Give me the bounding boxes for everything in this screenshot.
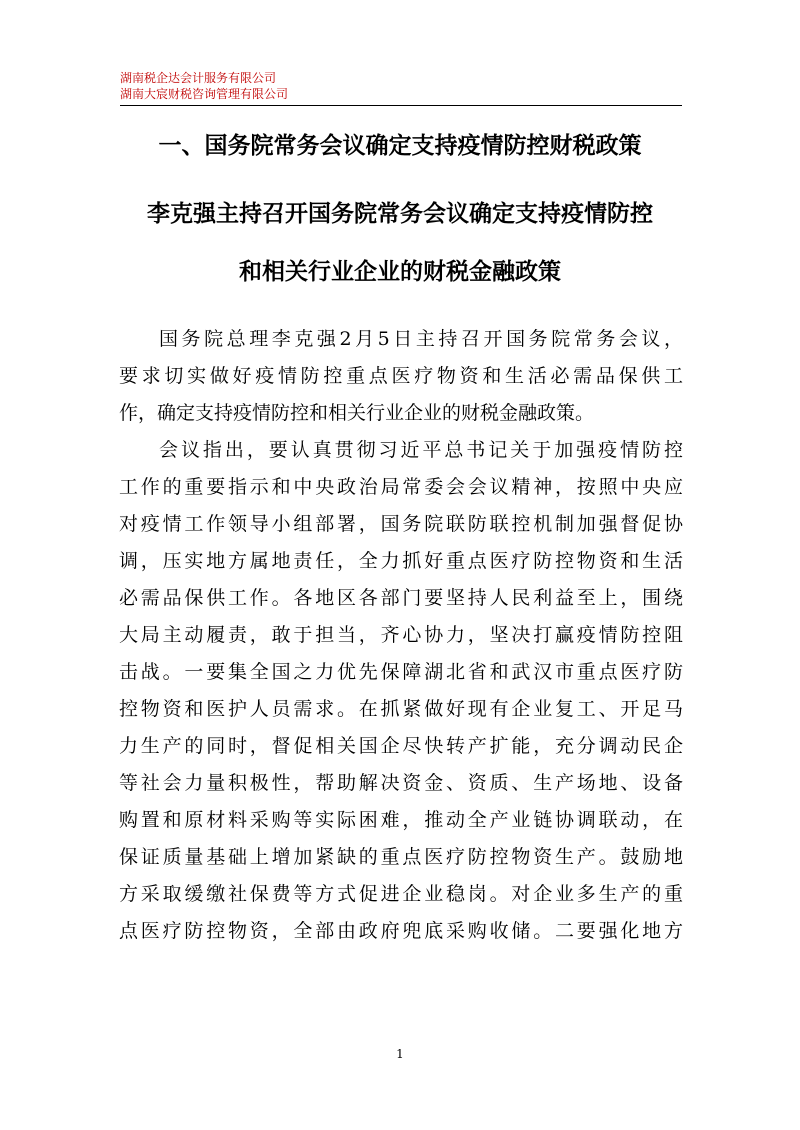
page-number: 1 <box>396 1047 404 1061</box>
paragraph-line: 等社会力量积极性，帮助解决资金、资质、生产场地、设备 <box>119 772 683 794</box>
company-name-1: 湖南税企达会计服务有限公司 <box>120 71 277 85</box>
paragraph-line: 击战。一要集全国之力优先保障湖北省和武汉市重点医疗防 <box>119 661 683 683</box>
paragraph-line: 点医疗防控物资，全部由政府兜底采购收储。二要强化地方 <box>119 920 683 942</box>
paragraph-line: 对疫情工作领导小组部署，国务院联防联控机制加强督促协 <box>119 513 683 535</box>
article-title-line-1: 李克强主持召开国务院常务会议确定支持疫情防控 <box>147 201 653 227</box>
article-title-line-2: 和相关行业企业的财税金融政策 <box>239 259 561 285</box>
paragraph-line: 作，确定支持疫情防控和相关行业企业的财税金融政策。 <box>119 402 595 424</box>
paragraph-line: 力生产的同时，督促相关国企尽快转产扩能，充分调动民企 <box>119 735 683 757</box>
paragraph-line: 会议指出，要认真贯彻习近平总书记关于加强疫情防控 <box>159 439 683 461</box>
paragraph-line: 要求切实做好疫情防控重点医疗物资和生活必需品保供工 <box>119 365 683 387</box>
header-divider <box>120 105 682 106</box>
paragraph-line: 保证质量基础上增加紧缺的重点医疗防控物资生产。鼓励地 <box>119 846 683 868</box>
body-text <box>119 321 683 950</box>
section-title: 一、国务院常务会议确定支持疫情防控财税政策 <box>158 133 642 159</box>
paragraph-line: 购置和原材料采购等实际困难，推动全产业链协调联动，在 <box>119 809 683 831</box>
paragraph-line: 国务院总理李克强2月5日主持召开国务院常务会议， <box>159 328 683 350</box>
paragraph-line: 控物资和医护人员需求。在抓紧做好现有企业复工、开足马 <box>119 698 683 720</box>
paragraph-line: 大局主动履责，敢于担当，齐心协力，坚决打赢疫情防控阻 <box>119 624 683 646</box>
paragraph-line: 方采取缓缴社保费等方式促进企业稳岗。对企业多生产的重 <box>119 883 683 905</box>
paragraph-line: 调，压实地方属地责任，全力抓好重点医疗防控物资和生活 <box>119 550 683 572</box>
company-name-2: 湖南大宸财税咨询管理有限公司 <box>120 87 289 101</box>
paragraph-line: 工作的重要指示和中央政治局常委会会议精神，按照中央应 <box>119 476 683 498</box>
page-header <box>120 70 680 102</box>
paragraph-line: 必需品保供工作。各地区各部门要坚持人民利益至上，围绕 <box>119 587 683 609</box>
